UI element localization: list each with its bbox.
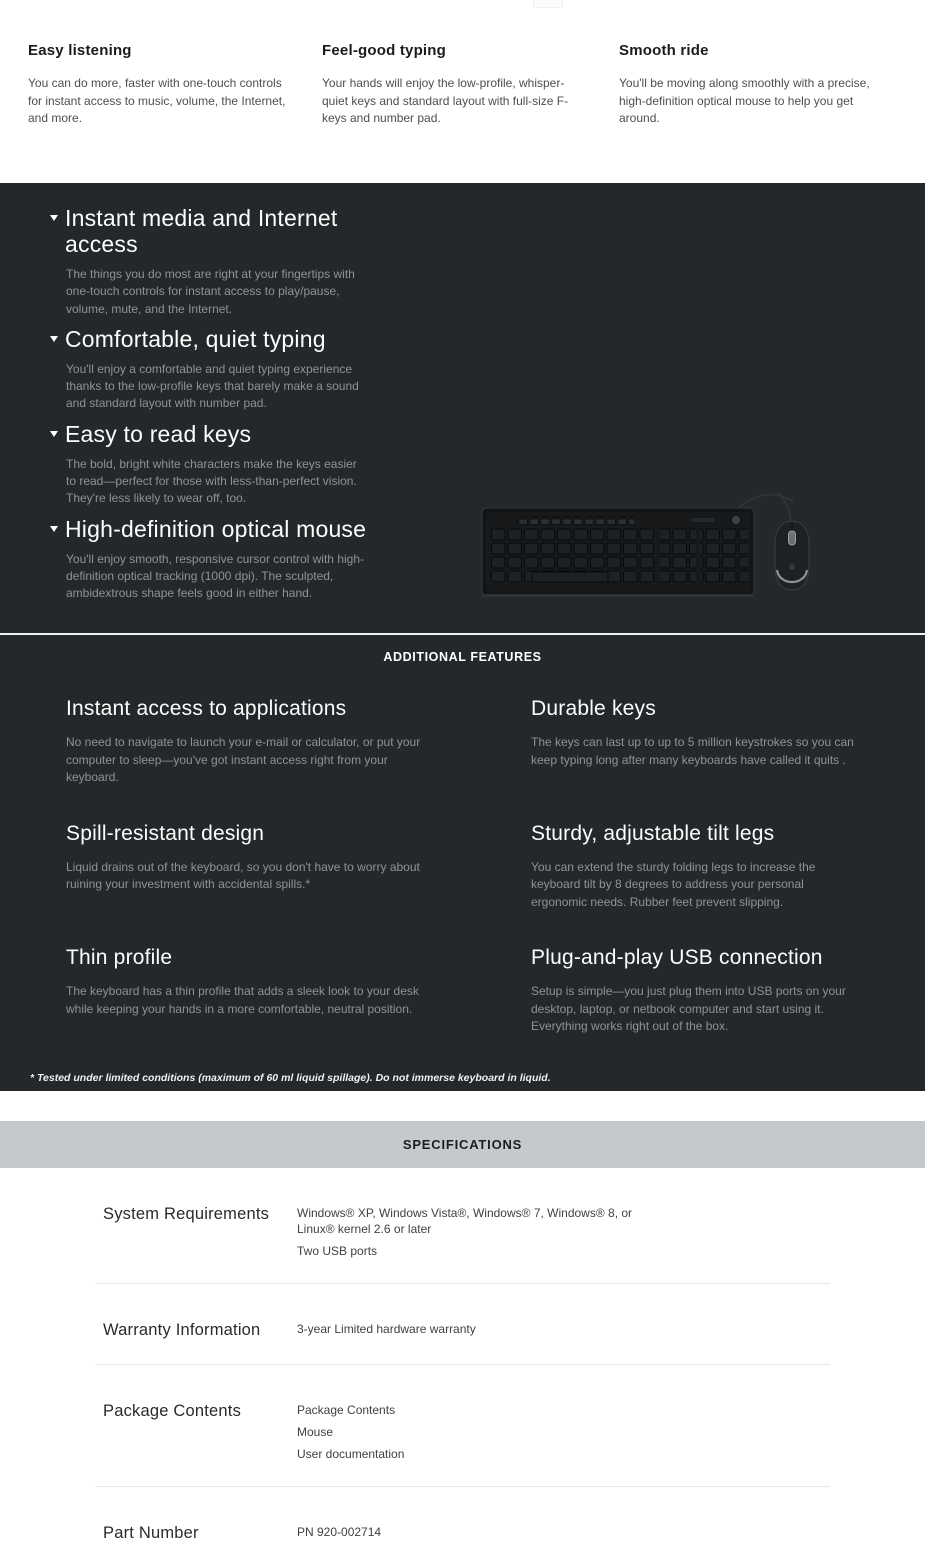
- disclosure-triangle-icon: [50, 431, 58, 437]
- spec-row-part-number: [0, 1487, 925, 1567]
- spec-label: Part Number: [103, 1524, 199, 1542]
- additional-feature-body: Liquid drains out of the keyboard, so you don't have to worry about ruining your investment with accidental spills.*: [66, 859, 420, 891]
- feature-body: The bold, bright white characters make the keys easier to read—perfect for those with less-than-perfect vision. They're less likely to wear off, too.: [66, 456, 357, 506]
- spec-row-package-contents: [0, 1365, 925, 1486]
- additional-feature-durable-keys: [531, 696, 856, 787]
- spec-label: Package Contents: [103, 1402, 242, 1420]
- additional-feature-body: No need to navigate to launch your e-mail or calculator, or put your computer to sleep—you've got instant access right from your keyboard.: [66, 735, 421, 784]
- spec-value: PN 920-002714: [297, 1525, 382, 1539]
- highlight-column-smooth-ride: [619, 42, 871, 183]
- feature-accordion-list: [50, 205, 380, 603]
- feature-body: You'll enjoy smooth, responsive cursor control with high-definition optical tracking (1000 dpi). The sculpted, ambidextrous shape feels good in either hand.: [66, 551, 364, 601]
- feature-accordion-header[interactable]: [50, 326, 380, 352]
- specifications-heading: SPECIFICATIONS: [402, 1137, 523, 1152]
- additional-feature-title: Thin profile: [66, 946, 173, 969]
- spec-value: Windows® XP, Windows Vista®, Windows® 7, Windows® 8, or Linux® kernel 2.6 or later: [297, 1206, 633, 1236]
- feature-title: Comfortable, quiet typing: [65, 325, 326, 352]
- additional-feature-title: Durable keys: [531, 697, 656, 720]
- spec-row-system-requirements: [0, 1168, 925, 1283]
- highlight-column-feel-good-typing: [322, 42, 576, 183]
- spec-values: [297, 1205, 667, 1259]
- spec-value: 3-year Limited hardware warranty: [297, 1322, 476, 1336]
- feature-accordion-header[interactable]: [50, 421, 380, 447]
- spec-values: [297, 1402, 667, 1462]
- highlight-body: You can do more, faster with one-touch controls for instant access to music, volume, the Internet, and more.: [28, 76, 286, 125]
- spec-values: [297, 1321, 667, 1340]
- additional-feature-instant-access: [66, 696, 441, 787]
- additional-features-heading: ADDITIONAL FEATURES: [383, 650, 542, 664]
- highlight-column-easy-listening: [28, 42, 290, 183]
- feature-accordion-header[interactable]: [50, 205, 380, 257]
- additional-feature-tilt-legs: [531, 821, 856, 912]
- feature-body: You'll enjoy a comfortable and quiet typing experience thanks to the low-profile keys that barely make a sound and standard layout with number pad.: [66, 361, 359, 411]
- feature-item-instant-media: [50, 205, 380, 318]
- additional-feature-title: Sturdy, adjustable tilt legs: [531, 821, 775, 845]
- spill-test-footnote: * Tested under limited conditions (maximum of 60 ml liquid spillage). Do not immerse keyboard in liquid.: [30, 1071, 551, 1084]
- feature-item-easy-read-keys: [50, 421, 380, 508]
- keyboard-and-mouse-illustration: [474, 486, 819, 614]
- highlight-title: Smooth ride: [619, 42, 709, 59]
- additional-feature-thin-profile: [66, 945, 441, 1036]
- cropped-hero-edge: [533, 0, 563, 8]
- features-section: [0, 183, 925, 633]
- spec-values: [297, 1524, 667, 1543]
- disclosure-triangle-icon: [50, 336, 58, 342]
- feature-body: The things you do most are right at your fingertips with one-touch controls for instant access to play/pause, volume, mute, and the Internet.: [66, 267, 355, 316]
- disclosure-triangle-icon: [50, 526, 58, 532]
- highlights-section: [0, 0, 925, 183]
- spec-value: Two USB ports: [297, 1244, 378, 1258]
- section-gap: [0, 1091, 925, 1121]
- specifications-header-bar: [0, 1121, 925, 1168]
- feature-title: Easy to read keys: [65, 420, 252, 447]
- feature-title: High-definition optical mouse: [65, 515, 367, 542]
- additional-feature-title: Plug-and-play USB connection: [531, 946, 823, 969]
- feature-item-hd-mouse: [50, 516, 380, 603]
- spec-value: Mouse: [297, 1425, 334, 1439]
- feature-title: Instant media and Internet access: [65, 205, 338, 257]
- additional-feature-title: Instant access to applications: [66, 697, 347, 720]
- feature-accordion-header[interactable]: [50, 516, 380, 542]
- disclosure-triangle-icon: [50, 215, 58, 221]
- specifications-section: [0, 1168, 925, 1567]
- product-photo-keyboard-mouse: [474, 486, 819, 619]
- additional-features-grid: [0, 696, 925, 1070]
- additional-feature-spill-resistant: [66, 821, 441, 912]
- feature-item-quiet-typing: [50, 326, 380, 413]
- additional-feature-body: Setup is simple—you just plug them into USB ports on your desktop, laptop, or netbook computer and start using it. Everything works right out of the box.: [531, 984, 846, 1033]
- highlight-title: Easy listening: [28, 42, 132, 59]
- spec-label: System Requirements: [103, 1205, 270, 1223]
- additional-feature-plug-and-play: [531, 945, 856, 1036]
- spec-value: Package Contents: [297, 1403, 396, 1417]
- additional-feature-body: The keys can last up to up to 5 million keystrokes so you can keep typing long after many keyboards have called it quits .: [531, 735, 854, 767]
- additional-feature-body: You can extend the sturdy folding legs to increase the keyboard tilt by 8 degrees to address your personal ergonomic needs. Rubber feet prevent slipping.: [531, 859, 816, 909]
- highlight-body: Your hands will enjoy the low-profile, whisper-quiet keys and standard layout with full-size F-keys and number pad.: [322, 76, 569, 125]
- spec-label: Warranty Information: [103, 1321, 261, 1339]
- highlight-body: You'll be moving along smoothly with a precise, high-definition optical mouse to help you get around.: [619, 76, 870, 125]
- highlight-title: Feel-good typing: [322, 42, 447, 59]
- additional-features-section: [0, 633, 925, 1091]
- additional-feature-body: The keyboard has a thin profile that adds a sleek look to your desk while keeping your hands in a more comfortable, neutral position.: [66, 984, 419, 1016]
- spec-value: User documentation: [297, 1447, 405, 1461]
- spec-row-warranty: [0, 1284, 925, 1364]
- additional-feature-title: Spill-resistant design: [66, 821, 265, 845]
